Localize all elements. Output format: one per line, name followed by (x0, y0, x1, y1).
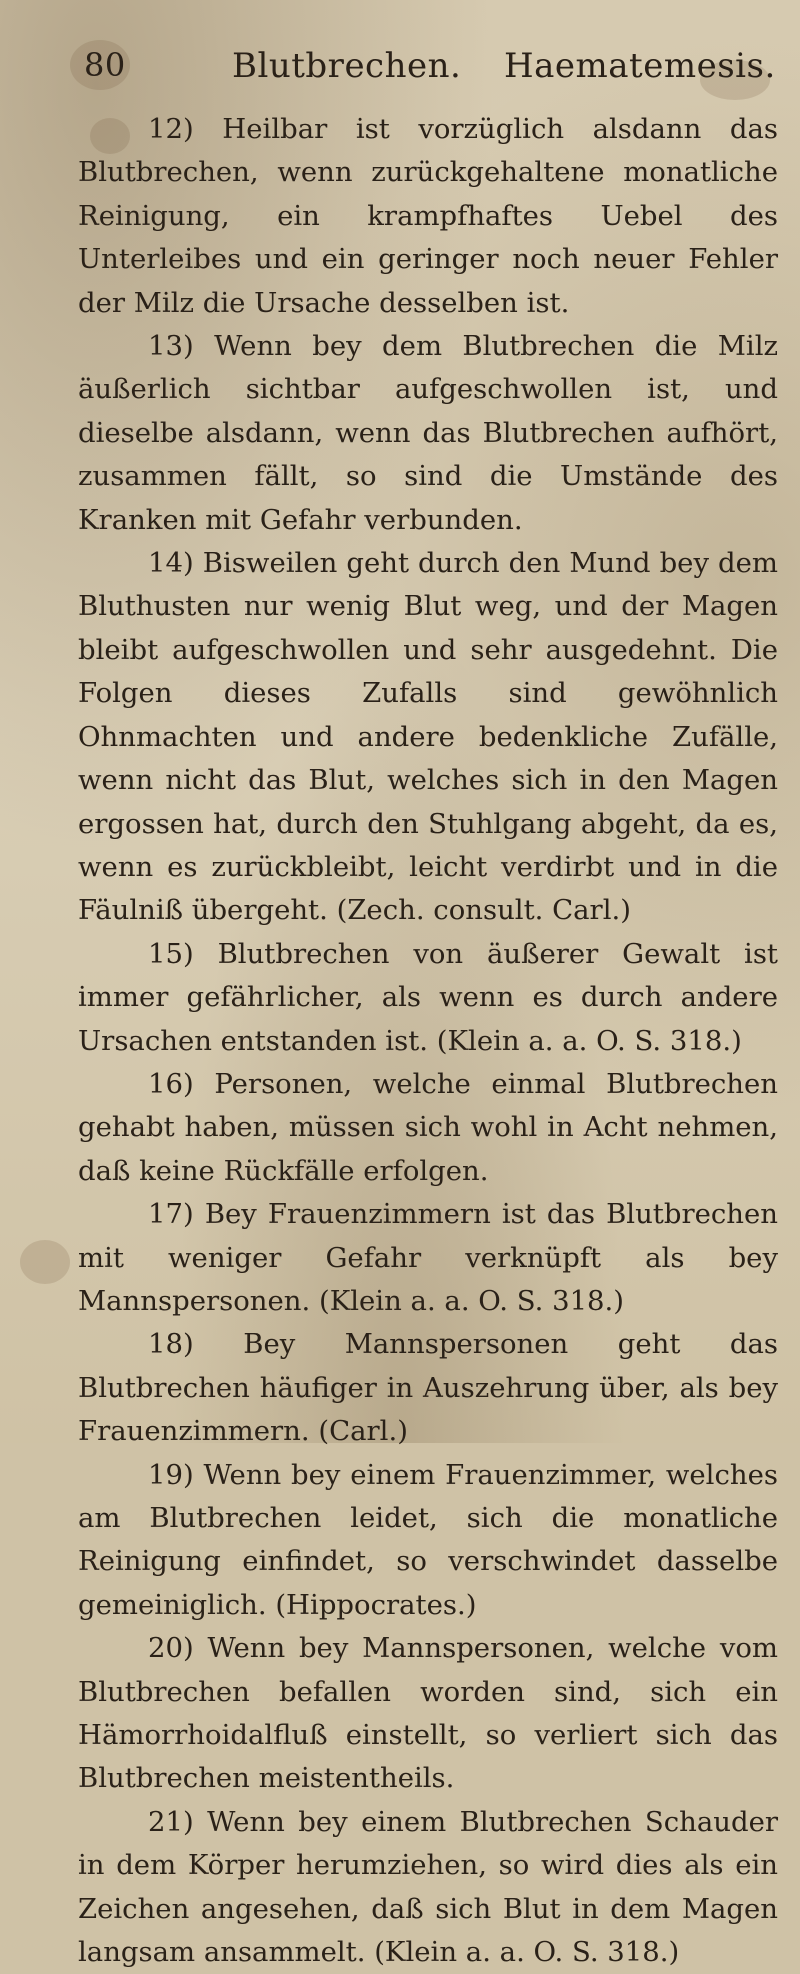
paragraph-number: 18) (148, 1328, 194, 1361)
foxing-stain (20, 1240, 70, 1284)
paragraph-text: Heilbar ist vorzüglich alsdann das Blutbrechen, wenn zurückgehaltene monatliche Reinigung, ein krampfhaftes Uebel des Unterleibes und ein geringer noch neuer Fehler der Milz die Ursache desselben ist. (78, 113, 778, 319)
paragraph-number: 21) (148, 1805, 194, 1838)
page-number: 80 (84, 46, 126, 84)
paragraph (78, 542, 778, 933)
paragraph (78, 1454, 778, 1628)
page-header (84, 38, 776, 100)
paragraph (78, 1063, 778, 1193)
paragraph-text: Blutbrechen von äußerer Gewalt ist immer gefährlicher, als wenn es durch andere Ursachen entstanden ist. (Klein a. a. O. S. 318.) (78, 937, 778, 1057)
paragraph-number: 12) (148, 113, 194, 145)
paragraph-number: 14) (148, 547, 194, 580)
paragraph (78, 933, 778, 1063)
paragraph-text: Bey Frauenzimmern ist das Blutbrechen mit weniger Gefahr verknüpft als bey Mannspersonen. (Klein a. a. O. S. 318.) (78, 1198, 778, 1317)
paragraph-text: Bisweilen geht durch den Mund bey dem Bluthusten nur wenig Blut weg, und der Magen bleibt aufgeschwollen und sehr ausgedehnt. Die Folgen dieses Zufalls sind gewöhnlich Ohnmachten und andere bedenkliche Zufälle, wenn nicht das Blut, welches sich in den Magen ergossen hat, durch den Stuhlgang abgeht, da es, wenn es zurückbleibt, leicht verdirbt und in die Fäulniß übergeht. (Zech. consult. Carl.) (78, 547, 778, 927)
running-title: Blutbrechen. (232, 46, 462, 86)
running-title-latin: Haematemesis. (504, 46, 776, 86)
paragraph-text: Personen, welche einmal Blutbrechen gehabt haben, müssen sich wohl in Acht nehmen, daß keine Rückfälle erfolgen. (78, 1067, 778, 1187)
paragraph (78, 1627, 778, 1801)
paragraph-number: 19) (148, 1458, 194, 1491)
paragraph-text: Wenn bey dem Blutbrechen die Milz äußerlich sichtbar aufgeschwollen ist, und dieselbe alsdann, wenn das Blutbrechen aufhört, zusammen fällt, so sind die Umstände des Kranken mit Gefahr verbunden. (78, 330, 778, 536)
paragraph (78, 1323, 778, 1453)
paragraph (78, 108, 778, 325)
body-text (78, 108, 778, 1974)
paragraph (78, 1193, 778, 1323)
paragraph-number: 17) (148, 1198, 194, 1231)
paragraph-number: 15) (148, 937, 194, 970)
paragraph-number: 20) (148, 1632, 194, 1665)
paragraph (78, 1801, 778, 1974)
paragraph-text: Wenn bey einem Blutbrechen Schauder in dem Körper herumziehen, so wird dies als ein Zeichen angesehen, daß sich Blut in dem Magen langsam ansammelt. (Klein a. a. O. S. 318.) (78, 1805, 778, 1969)
paragraph-number: 13) (148, 330, 194, 363)
paragraph-number: 16) (148, 1067, 194, 1100)
paragraph-text: Wenn bey Mannspersonen, welche vom Blutbrechen befallen worden sind, sich ein Hämorrhoidalfluß einstellt, so verliert sich das Blutbrechen meistentheils. (78, 1632, 778, 1795)
paragraph-text: Wenn bey einem Frauenzimmer, welches am Blutbrechen leidet, sich die monatliche Reinigung einfindet, so verschwindet dasselbe gemeiniglich. (Hippocrates.) (78, 1458, 778, 1621)
paragraph-text: Bey Mannspersonen geht das Blutbrechen häufiger in Auszehrung über, als bey Frauenzimmern. (Carl.) (78, 1328, 778, 1448)
paragraph (78, 325, 778, 542)
